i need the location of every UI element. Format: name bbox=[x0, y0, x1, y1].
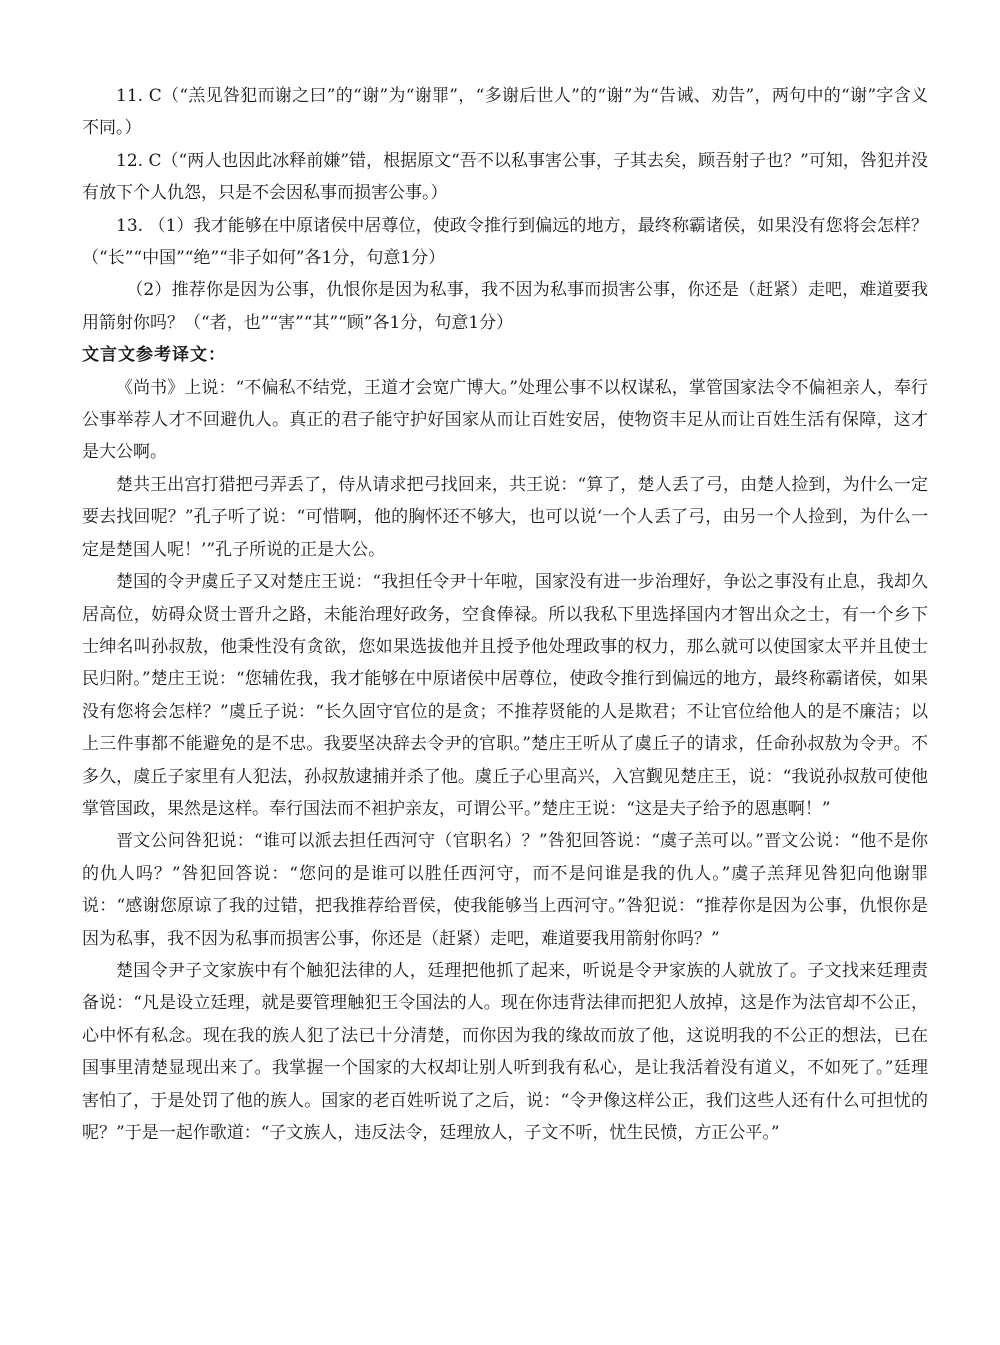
answer-12: 12. C（“两人也因此冰释前嫌”错，根据原文“吾不以私事害公事，子其去矣，顾吾射子也？”可知，咎犯并没有放下个人仇怨，只是不会因私事而损害公事。） bbox=[82, 150, 928, 204]
translation-paragraph-5: 楚国令尹子文家族中有个触犯法律的人，廷理把他抓了起来，听说是令尹家族的人就放了。子文找来廷理责备说：“凡是设立廷理，就是要管理触犯王令国法的人。现在你违背法律而把犯人放掉，这是作为法官却不公正，心中怀有私念。现在我的族人犯了法已十分清楚，而你因为我的缘故而放了他，这说明我的不公正的想法，已在国事里清楚显现出来了。我掌握一个国家的大权却让别人听到我有私心，是让我活着没有道义，不如死了。”廷理害怕了，于是处罚了他的族人。国家的老百姓听说了之后，说：“令尹像这样公正，我们这些人还有什么可担忧的呢？”于是一起作歌道：“子文族人，违反法令，廷理放人，子文不听，忧生民愤，方正公平。” bbox=[82, 960, 928, 1143]
translation-paragraph-4: 晋文公问咎犯说：“谁可以派去担任西河守（官职名）？”咎犯回答说：“虞子羔可以。”晋文公说：“他不是你的仇人吗？”咎犯回答说：“您问的是谁可以胜任西河守，而不是问谁是我的仇人。”虞子羔拜见咎犯向他谢罪说：“感谢您原谅了我的过错，把我推荐给晋侯，使我能够当上西河守。”咎犯说：“推荐你是因为公事，仇恨你是因为私事，我不因为私事而损害公事，你还是（赶紧）走吧，难道要我用箭射你吗？” bbox=[82, 831, 928, 949]
answer-11: 11. C（“羔见咎犯而谢之曰”的“谢”为“谢罪”，“多谢后世人”的“谢”为“告诫、劝告”，两句中的“谢”字含义不同。） bbox=[82, 86, 928, 139]
document-page bbox=[82, 80, 928, 1149]
translation-paragraph-2: 楚共王出宫打猎把弓弄丢了，侍从请求把弓找回来，共王说：“算了，楚人丢了弓，由楚人捡到，为什么一定要去找回呢？”孔子听了说：“可惜啊，他的胸怀还不够大，也可以说‘一个人丢了弓，由另一个人捡到，为什么一定是楚国人呢！’”孔子所说的正是大公。 bbox=[82, 474, 928, 560]
answer-13-part-2: （2）推荐你是因为公事，仇恨你是因为私事，我不因为私事而损害公事，你还是（赶紧）走吧，难道要我用箭射你吗？（“者，也”“害”“其”“顾”各1分，句意1分） bbox=[82, 280, 928, 333]
translation-paragraph-1: 《尚书》上说：“不偏私不结党，王道才会宽广博大。”处理公事不以权谋私，掌管国家法令不偏袒亲人，奉行公事举荐人才不回避仇人。真正的君子能守护好国家从而让百姓安居，使物资丰足从而让百姓生活有保障，这才是大公啊。 bbox=[82, 377, 928, 463]
translation-paragraph-3: 楚国的令尹虞丘子又对楚庄王说：“我担任令尹十年啦，国家没有进一步治理好，争讼之事没有止息，我却久居高位，妨碍众贤士晋升之路，未能治理好政务，空食俸禄。所以我私下里选择国内才智出众之士，有一个乡下士绅名叫孙叔敖，他秉性没有贪欲，您如果选拔他并且授予他处理政事的权力，那么就可以使国家太平并且使士民归附。”楚庄王说：“您辅佐我，我才能够在中原诸侯中居尊位，使政令推行到偏远的地方，最终称霸诸侯，如果没有您将会怎样？”虞丘子说：“长久固守官位的是贪；不推荐贤能的人是欺君；不让官位给他人的是不廉洁；以上三件事都不能避免的是不忠。我要坚决辞去令尹的官职。”楚庄王听从了虞丘子的请求，任命孙叔敖为令尹。不多久，虞丘子家里有人犯法，孙叔敖逮捕并杀了他。虞丘子心里高兴，入宫觐见楚庄王，说：“我说孙叔敖可使他掌管国政，果然是这样。奉行国法而不袒护亲友，可谓公平。”楚庄王说：“这是夫子给予的恩惠啊！” bbox=[82, 572, 928, 819]
translation-heading: 文言文参考译文： bbox=[82, 345, 226, 366]
answer-13-part-1: 13. （1）我才能够在中原诸侯中居尊位，使政令推行到偏远的地方，最终称霸诸侯，如果没有您将会怎样？（“长”“中国”“绝”“非子如何”各1分，句意1分） bbox=[82, 215, 928, 269]
